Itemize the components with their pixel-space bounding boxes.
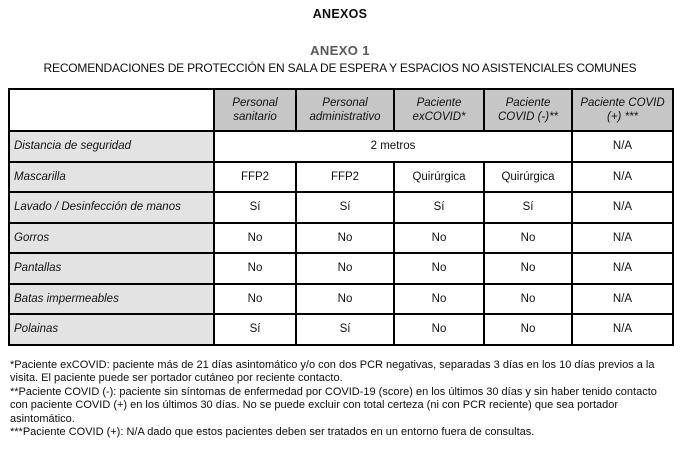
- cell-value: N/A: [572, 192, 673, 223]
- cell-value: N/A: [572, 131, 673, 162]
- cell-value: Sí: [214, 314, 296, 345]
- cell-value: No: [296, 284, 394, 315]
- cell-value: Quirúrgica: [484, 162, 572, 193]
- cell-value: N/A: [572, 314, 673, 345]
- footnotes: [10, 359, 672, 440]
- row-label: Batas impermeables: [9, 284, 214, 315]
- cell-value: No: [394, 284, 484, 315]
- row-label: Polainas: [9, 314, 214, 345]
- annex-subtitle: RECOMENDACIONES DE PROTECCIÓN EN SALA DE ESPERA Y ESPACIOS NO ASISTENCIALES COMUNES: [43, 61, 637, 75]
- cell-value: N/A: [572, 253, 673, 284]
- cell-value: Sí: [484, 192, 572, 223]
- table-row-mascarilla: [9, 162, 673, 193]
- row-label: Pantallas: [9, 253, 214, 284]
- column-header-paciente-covid-neg: Paciente COVID (-)**: [484, 89, 572, 131]
- row-label: Lavado / Desinfección de manos: [9, 192, 214, 223]
- cell-value: No: [214, 284, 296, 315]
- column-header-paciente-excovid: Paciente exCOVID*: [394, 89, 484, 131]
- cell-value: No: [484, 284, 572, 315]
- cell-value: No: [484, 223, 572, 254]
- cell-value: No: [394, 253, 484, 284]
- cell-value: No: [394, 223, 484, 254]
- table-row-polainas: [9, 314, 673, 345]
- row-label: Mascarilla: [9, 162, 214, 193]
- cell-value: No: [214, 253, 296, 284]
- row-label: Gorros: [9, 223, 214, 254]
- cell-value: 2 metros: [214, 131, 572, 162]
- cell-value: Sí: [296, 314, 394, 345]
- table-row-distancia: [9, 131, 673, 162]
- table-row-gorros: [9, 223, 673, 254]
- cell-value: Sí: [214, 192, 296, 223]
- cell-value: No: [394, 314, 484, 345]
- cell-value: No: [484, 314, 572, 345]
- footnote-covid-negative: **Paciente COVID (-): paciente sin síntomas de enfermedad por COVID-19 (score) en los últimos 30 días y sin haber tenido contacto con paciente COVID (+) en los últimos 30 días. No se puede excluir con total certeza (ni con PCR reciente) que sea portador asintomático.: [10, 385, 657, 425]
- column-header-paciente-covid-pos: Paciente COVID (+) ***: [572, 89, 673, 131]
- cell-value: N/A: [572, 284, 673, 315]
- cell-value: No: [484, 253, 572, 284]
- cell-value: No: [296, 223, 394, 254]
- row-label: Distancia de seguridad: [9, 131, 214, 162]
- table-corner-cell: [9, 89, 214, 131]
- table-row-pantallas: [9, 253, 673, 284]
- document-title: ANEXOS: [312, 7, 368, 21]
- cell-value: N/A: [572, 162, 673, 193]
- footnote-covid-positive: ***Paciente COVID (+): N/A dado que estos pacientes deben ser tratados en un entorno fuera de consultas.: [10, 426, 535, 438]
- table-row-lavado: [9, 192, 673, 223]
- cell-value: Quirúrgica: [394, 162, 484, 193]
- cell-value: No: [214, 223, 296, 254]
- footnote-excovid: *Paciente exCOVID: paciente más de 21 días asintomático y/o con dos PCR negativas, separadas 3 días en los 10 días previos a la visita. El paciente puede ser portador cutáneo por reciente contacto.: [10, 358, 655, 384]
- cell-value: Sí: [394, 192, 484, 223]
- cell-value: N/A: [572, 223, 673, 254]
- cell-value: FFP2: [296, 162, 394, 193]
- table-header-row: [9, 89, 673, 131]
- annex-title: ANEXO 1: [310, 43, 370, 58]
- cell-value: FFP2: [214, 162, 296, 193]
- cell-value: No: [296, 253, 394, 284]
- cell-value: Sí: [296, 192, 394, 223]
- column-header-personal-administrativo: Personal administrativo: [296, 89, 394, 131]
- protection-recommendations-table: [8, 88, 674, 346]
- table-row-batas: [9, 284, 673, 315]
- column-header-personal-sanitario: Personal sanitario: [214, 89, 296, 131]
